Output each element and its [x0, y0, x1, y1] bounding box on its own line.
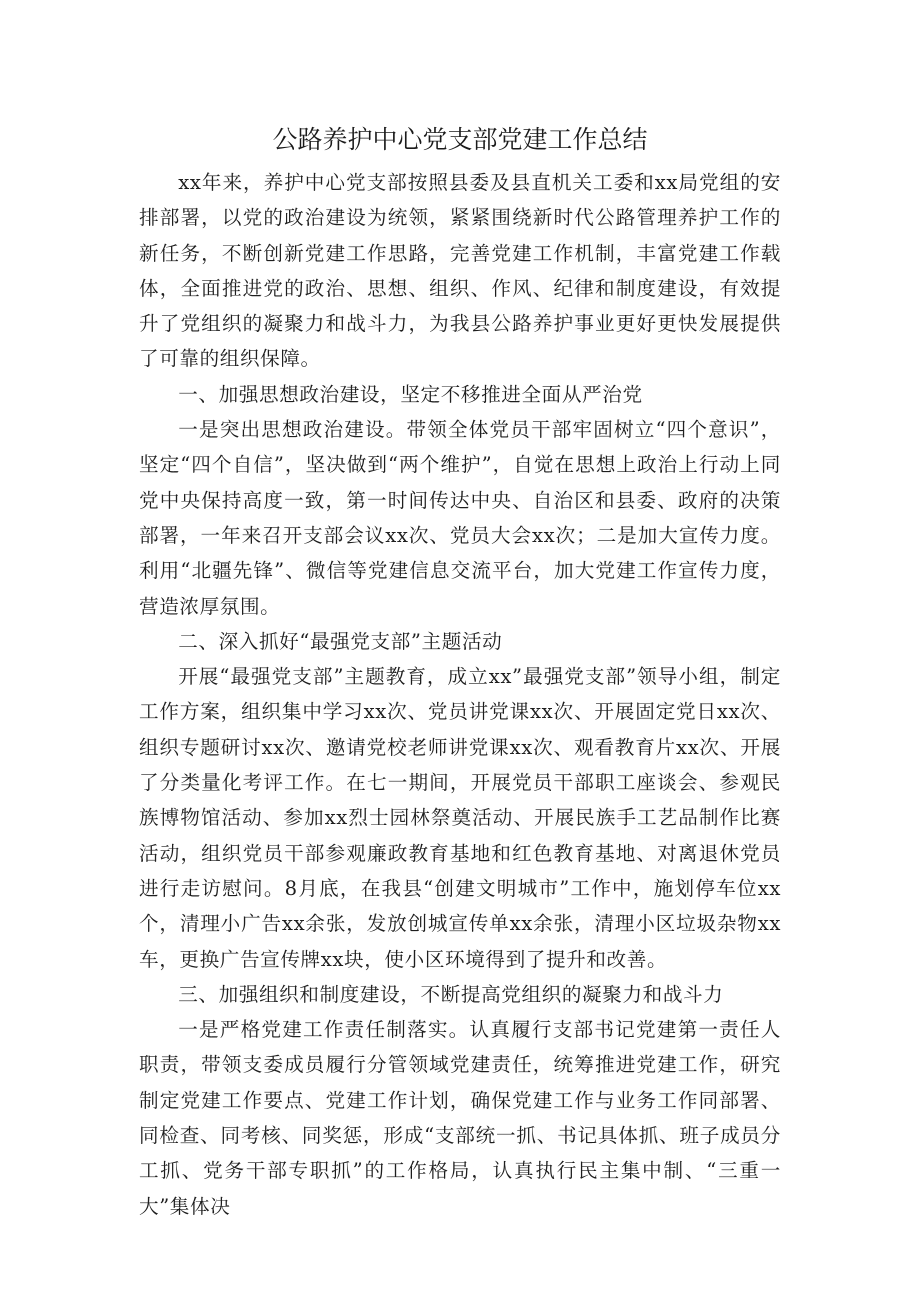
paragraph-intro: xx年来，养护中心党支部按照县委及县直机关工委和xx局党组的安排部署，以党的政治建设为统领，紧紧围绕新时代公路管理养护工作的新任务，不断创新党建工作思路，完善党建工作机制，丰富党建工作载体，全面推进党的政治、思想、组织、作风、纪律和制度建设，有效提升了党组织的凝聚力和战斗力，为我县公路养护事业更好更快发展提供了可靠的组织保障。: [139, 171, 781, 371]
paragraph-section-2: 开展“最强党支部”主题教育，成立xx”最强党支部”领导小组，制定工作方案，组织集中学习xx次、党员讲党课xx次、开展固定党日xx次、组织专题研讨xx次、邀请党校老师讲党课xx次、观看教育片xx次、开展了分类量化考评工作。在七一期间，开展党员干部职工座谈会、参观民族博物馆活动、参加xx烈士园林祭奠活动、开展民族手工艺品制作比赛活动，组织党员干部参观廉政教育基地和红色教育基地、对离退休党员进行走访慰问。8月底，在我县“创建文明城市”工作中，施划停车位xx个，清理小广告xx余张，发放创城宣传单xx余张，清理小区垃圾杂物xx车，更换广告宣传牌xx块，使小区环境得到了提升和改善。: [139, 665, 781, 971]
paragraph-section-1: 一是突出思想政治建设。带领全体党员干部牢固树立“四个意识”，坚定“四个自信”，坚决做到“两个维护”，自觉在思想上政治上行动上同党中央保持高度一致，第一时间传达中央、自治区和县委、政府的决策部署，一年来召开支部会议xx次、党员大会xx次；二是加大宣传力度。利用“北疆先锋”、微信等党建信息交流平台，加大党建工作宣传力度，营造浓厚氛围。: [139, 418, 781, 618]
section-heading-3: 三、加强组织和制度建设，不断提高党组织的凝聚力和战斗力: [178, 982, 724, 1006]
document-body: [139, 165, 781, 1224]
paragraph-section-3: 一是严格党建工作责任制落实。认真履行支部书记党建第一责任人职责，带领支委成员履行分管领域党建责任，统筹推进党建工作，研究制定党建工作要点、党建工作计划，确保党建工作与业务工作同部署、同检查、同考核、同奖惩，形成“支部统一抓、书记具体抓、班子成员分工抓、党务干部专职抓”的工作格局，认真执行民主集中制、“三重一大”集体决: [139, 1018, 781, 1218]
section-heading-2: 二、深入抓好“最强党支部”主题活动: [178, 629, 503, 653]
document-title: 公路养护中心党支部党建工作总结: [272, 125, 648, 154]
section-heading-1: 一、加强思想政治建设，坚定不移推进全面从严治党: [178, 382, 643, 406]
